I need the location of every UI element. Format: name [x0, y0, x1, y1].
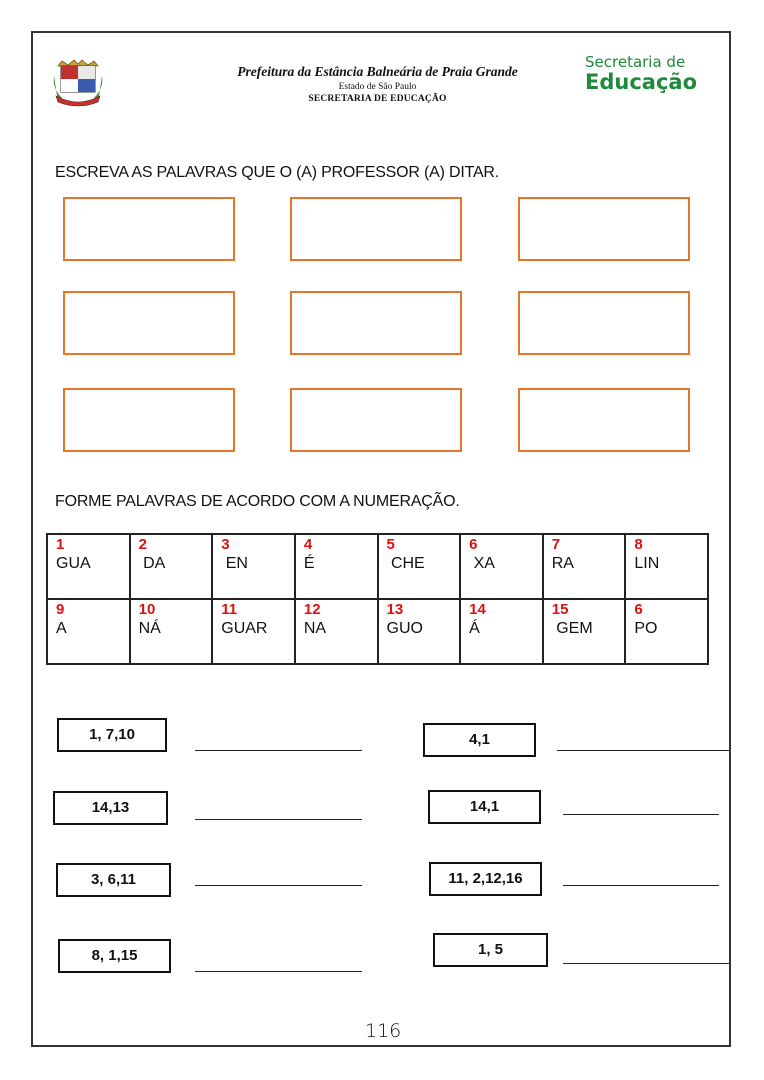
cell-number: 11: [221, 601, 238, 618]
syllable-cell: [212, 534, 295, 599]
answer-line[interactable]: [195, 819, 362, 820]
cell-number: 1: [56, 536, 65, 553]
city-coat-of-arms-icon: [50, 58, 106, 108]
cell-syllable: GUO: [386, 620, 423, 637]
cell-number: 6: [469, 536, 478, 553]
syllable-cell: [130, 534, 213, 599]
answer-line[interactable]: [563, 814, 719, 815]
cell-syllable: XA: [469, 555, 495, 572]
syllable-instruction: FORME PALAVRAS DE ACORDO COM A NUMERAÇÃO.: [55, 493, 460, 510]
logo-line2: Educação: [585, 70, 697, 94]
answer-line[interactable]: [557, 750, 729, 751]
syllable-cell: [212, 599, 295, 664]
dictation-box[interactable]: [290, 291, 462, 355]
cell-number: 14: [469, 601, 486, 618]
cell-syllable: CHE: [386, 555, 425, 572]
code-box: 3, 6,11: [56, 863, 171, 897]
cell-number: 2: [138, 536, 147, 553]
answer-line[interactable]: [563, 885, 719, 886]
department-title: SECRETARIA DE EDUCAÇÃO: [308, 94, 447, 104]
code-box: 14,1: [428, 790, 541, 824]
cell-syllable: LIN: [634, 555, 660, 572]
logo-line1: Secretaria de: [585, 53, 686, 71]
cell-syllable: NÁ: [138, 620, 161, 637]
dictation-box[interactable]: [63, 197, 235, 261]
cell-syllable: Á: [469, 620, 480, 637]
code-box: 8, 1,15: [58, 939, 171, 973]
cell-syllable: DA: [138, 555, 166, 572]
syllable-cell: [378, 599, 461, 664]
cell-syllable: A: [56, 620, 67, 637]
answer-line[interactable]: [195, 971, 362, 972]
code-box: 11, 2,12,16: [429, 862, 542, 896]
cell-syllable: PO: [634, 620, 658, 637]
syllable-cell: [130, 599, 213, 664]
cell-syllable: É: [303, 555, 315, 572]
code-box: 1, 5: [433, 933, 548, 967]
cell-number: 12: [303, 601, 321, 618]
answer-line[interactable]: [563, 963, 729, 964]
dictation-box[interactable]: [518, 291, 690, 355]
syllable-cell: [543, 599, 626, 664]
syllable-cell: [295, 534, 378, 599]
cell-number: 6: [634, 601, 643, 618]
cell-number: 3: [221, 536, 230, 553]
syllable-cell: [47, 599, 130, 664]
syllable-table: [46, 533, 709, 665]
syllable-cell: [625, 599, 708, 664]
state-subtitle: Estado de São Paulo: [338, 82, 417, 92]
code-box: 14,13: [53, 791, 168, 825]
syllable-cell: [460, 534, 543, 599]
code-box: 1, 7,10: [57, 718, 167, 752]
table-row: [47, 599, 708, 664]
cell-number: 9: [56, 601, 65, 618]
cell-number: 15: [551, 601, 569, 618]
dictation-box[interactable]: [518, 388, 690, 452]
cell-number: 8: [634, 536, 643, 553]
cell-syllable: EN: [221, 555, 248, 572]
cell-syllable: RA: [551, 555, 574, 572]
prefecture-title: Prefeitura da Estância Balneária de Praia Grande: [237, 64, 518, 79]
dictation-box[interactable]: [63, 291, 235, 355]
education-secretariat-logo: [585, 54, 705, 94]
syllable-cell: [460, 599, 543, 664]
syllable-cell: [378, 534, 461, 599]
cell-syllable: GUA: [56, 555, 91, 572]
syllable-cell: [625, 534, 708, 599]
dictation-box[interactable]: [290, 197, 462, 261]
cell-syllable: GEM: [551, 620, 593, 637]
dictation-box[interactable]: [290, 388, 462, 452]
dictation-box[interactable]: [63, 388, 235, 452]
syllable-cell: [543, 534, 626, 599]
page-number: 116: [365, 1020, 402, 1042]
answer-line[interactable]: [195, 885, 362, 886]
syllable-cell: [47, 534, 130, 599]
code-box: 4,1: [423, 723, 536, 757]
cell-syllable: NA: [303, 620, 327, 637]
cell-number: 4: [303, 536, 313, 553]
dictation-instruction: ESCREVA AS PALAVRAS QUE O (A) PROFESSOR (A) DITAR.: [55, 164, 500, 181]
answer-line[interactable]: [195, 750, 362, 751]
cell-number: 5: [386, 536, 395, 553]
syllable-cell: [295, 599, 378, 664]
cell-number: 7: [551, 536, 561, 553]
cell-syllable: GUAR: [221, 620, 268, 637]
table-row: [47, 534, 708, 599]
cell-number: 10: [138, 601, 156, 618]
cell-number: 13: [386, 601, 404, 618]
header-block: [190, 64, 565, 104]
dictation-box[interactable]: [518, 197, 690, 261]
